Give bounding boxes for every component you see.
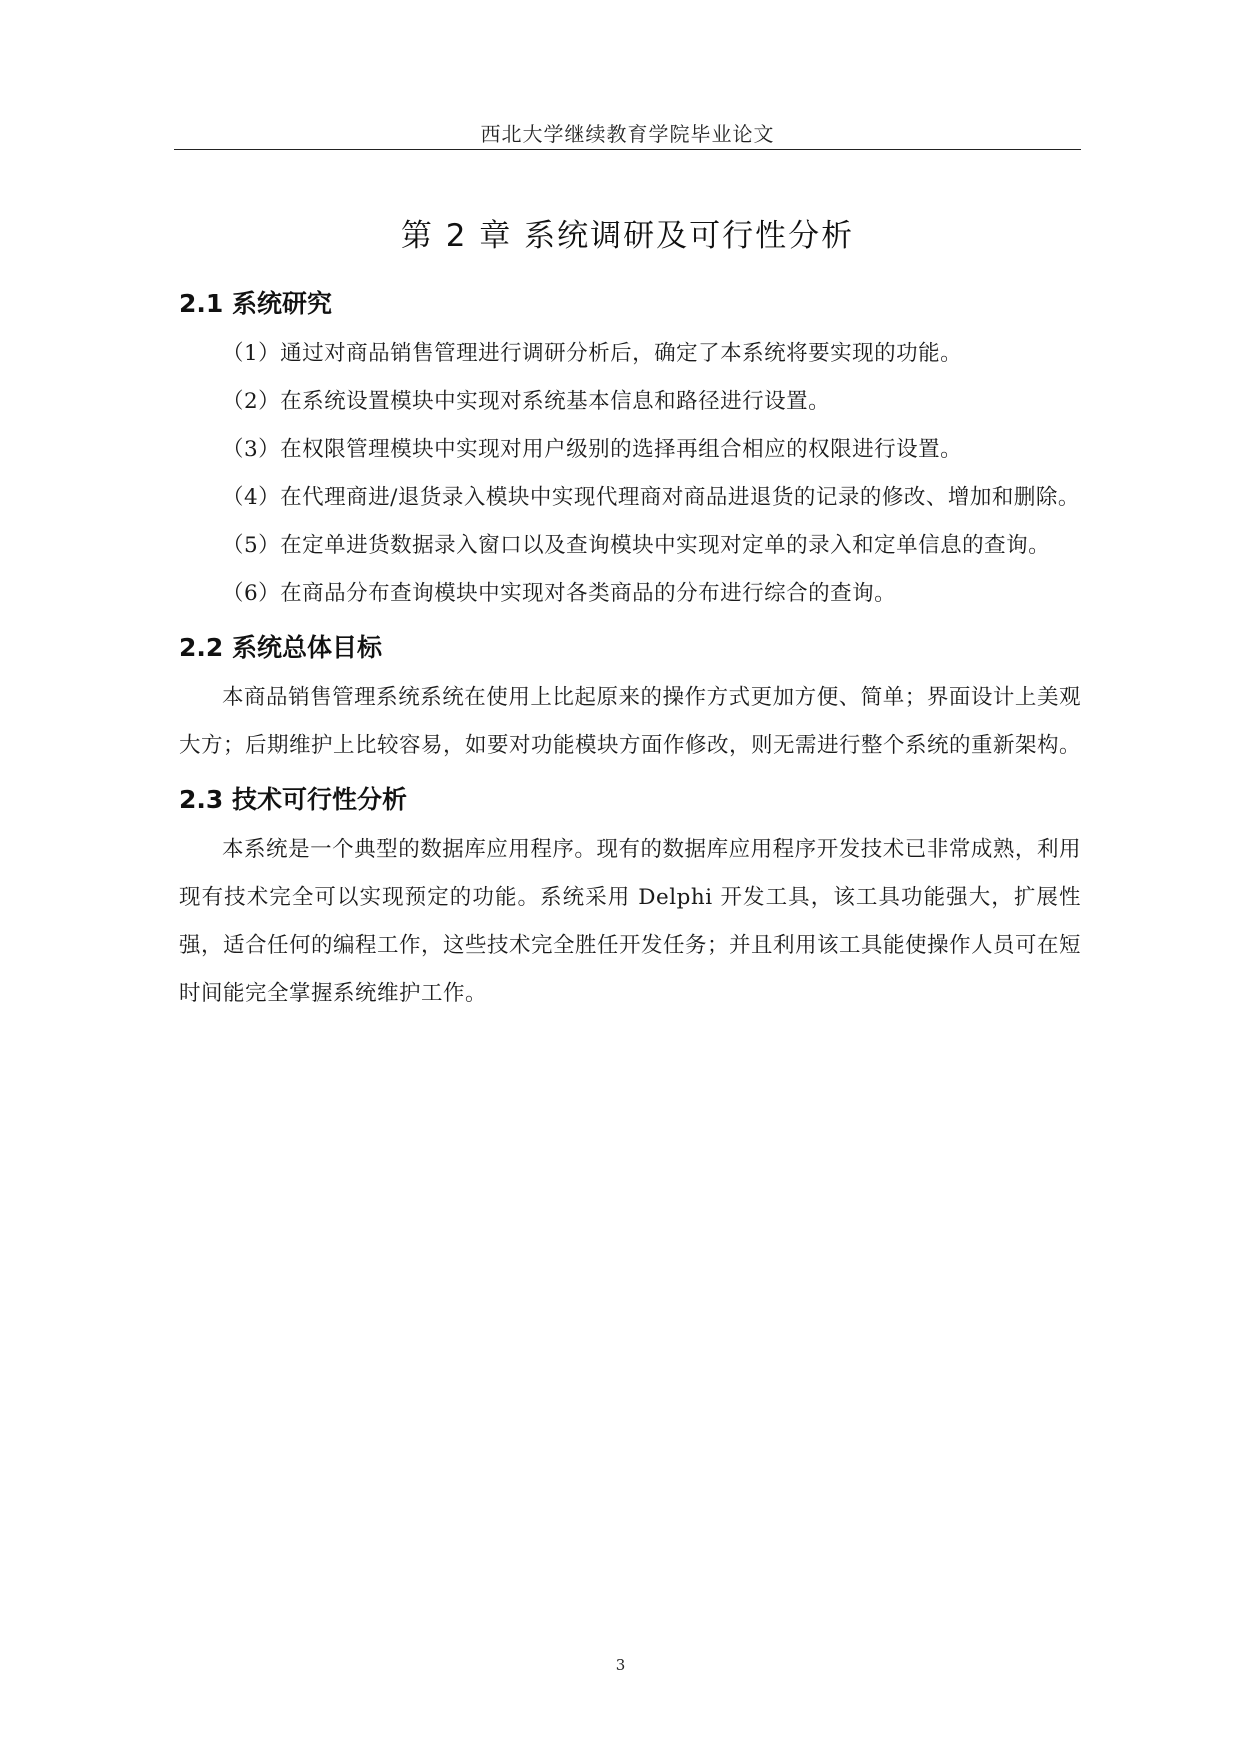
section-heading: 2.3 技术可行性分析: [179, 785, 407, 814]
chapter-title: 第 2 章 系统调研及可行性分析: [400, 218, 855, 254]
section-2-2: [179, 622, 1081, 770]
paragraph: 本系统是一个典型的数据库应用程序。现有的数据库应用程序开发技术已非常成熟，利用现有技术完全可以实现预定的功能。系统采用 Delphi 开发工具，该工具功能强大，扩展性强，适合任何的编程工作，这些技术完全胜任开发任务；并且利用该工具能使操作人员可在短时间能完全掌握系统维护工作。: [179, 837, 1082, 1006]
page-number: 3: [615, 1656, 626, 1674]
paragraph: （2）在系统设置模块中实现对系统基本信息和路径进行设置。: [222, 389, 831, 414]
section-heading: 2.1 系统研究: [179, 289, 332, 318]
running-header: 西北大学继续教育学院毕业论文: [480, 122, 775, 146]
paragraph: 本商品销售管理系统系统在使用上比起原来的操作方式更加方便、简单；界面设计上美观大方；后期维护上比较容易，如要对功能模块方面作修改，则无需进行整个系统的重新架构。: [179, 685, 1082, 758]
paragraph: （1）通过对商品销售管理进行调研分析后，确定了本系统将要实现的功能。: [222, 341, 963, 366]
body-content: [179, 278, 1081, 1018]
section-2-3: [179, 774, 1081, 1018]
paragraph: （5）在定单进货数据录入窗口以及查询模块中实现对定单的录入和定单信息的查询。: [222, 533, 1051, 558]
section-2-1: [179, 278, 1081, 618]
header-rule: [174, 149, 1081, 150]
paragraph: （6）在商品分布查询模块中实现对各类商品的分布进行综合的查询。: [222, 581, 897, 606]
paragraph: （3）在权限管理模块中实现对用户级别的选择再组合相应的权限进行设置。: [222, 437, 963, 462]
paragraph: （4）在代理商进/退货录入模块中实现代理商对商品进退货的记录的修改、增加和删除。: [222, 485, 1080, 510]
section-heading: 2.2 系统总体目标: [179, 633, 382, 662]
